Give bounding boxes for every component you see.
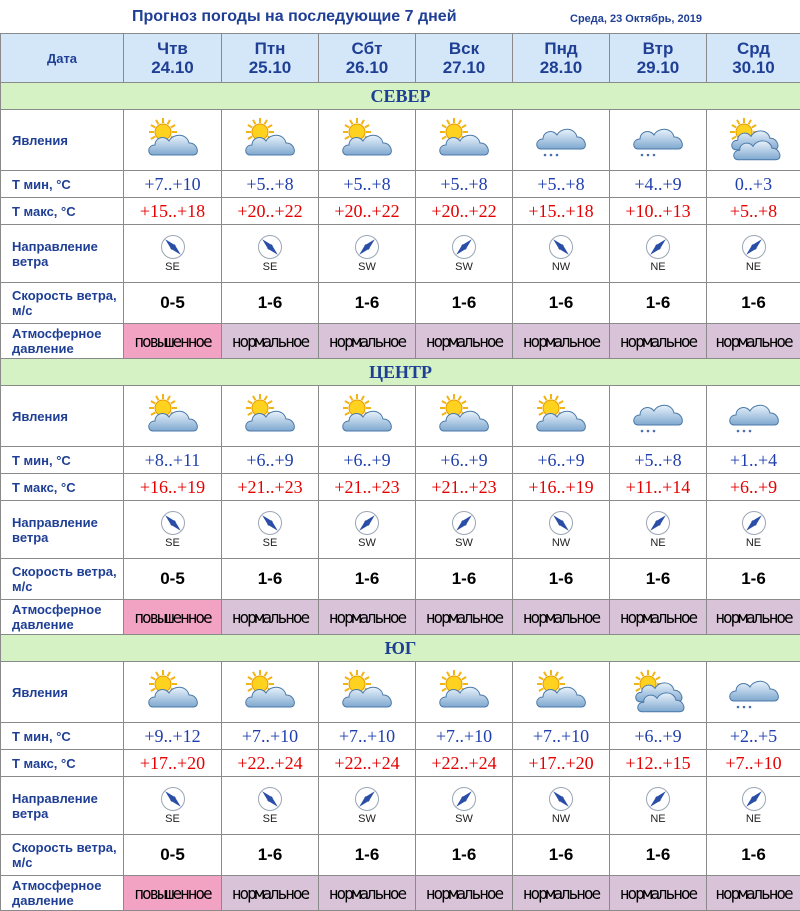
phenomena-cell (513, 110, 610, 171)
wind-direction-code: SE (222, 813, 318, 825)
tmin-cell: +4..+9 (610, 171, 707, 198)
header-row (1, 34, 800, 83)
cloud-snow-icon (628, 393, 688, 439)
tmin-cell: +7..+10 (416, 723, 513, 750)
sun-cloud-icon (434, 393, 494, 439)
wind-direction-cell (416, 225, 513, 283)
wind-speed-cell: 1-6 (513, 835, 610, 876)
wind-speed-cell: 1-6 (513, 283, 610, 324)
wind-direction-code: SE (124, 261, 221, 273)
wind-speed-cell: 1-6 (416, 835, 513, 876)
row-label: Скорость ветра, м/с (1, 559, 124, 600)
wind-direction-code: SE (222, 537, 318, 549)
phenomena-cell (513, 662, 610, 723)
phenomena-cell (319, 110, 416, 171)
tmin-cell: +5..+8 (416, 171, 513, 198)
wind-direction-cell (416, 501, 513, 559)
tmin-cell: +7..+10 (222, 723, 319, 750)
pressure-cell: нормальное (416, 324, 513, 359)
wind-direction-code: NE (707, 537, 800, 549)
tmax-row (1, 198, 800, 225)
cloud-snow-icon (724, 669, 784, 715)
tmin-cell: +7..+10 (124, 171, 222, 198)
tmax-cell: +17..+20 (513, 750, 610, 777)
tmax-cell: +11..+14 (610, 474, 707, 501)
sun-cloud-double-icon (628, 669, 688, 715)
wind-compass-icon (548, 510, 574, 536)
phenomena-cell (124, 386, 222, 447)
row-label: Т мин, °С (1, 447, 124, 474)
wind-direction-code: NE (610, 261, 706, 273)
tmin-cell: +5..+8 (610, 447, 707, 474)
wind-direction-cell (319, 777, 416, 835)
tmax-row (1, 474, 800, 501)
tmin-cell: +8..+11 (124, 447, 222, 474)
tmax-cell: +12..+15 (610, 750, 707, 777)
wind-direction-cell (707, 501, 800, 559)
tmin-row (1, 723, 800, 750)
wind-direction-code: SW (319, 537, 415, 549)
tmax-cell: +6..+9 (707, 474, 800, 501)
sun-cloud-double-icon (724, 117, 784, 163)
row-label: Т мин, °С (1, 171, 124, 198)
wind-compass-icon (451, 234, 477, 260)
day-header (319, 34, 416, 83)
wind-direction-cell (610, 777, 707, 835)
phenomena-cell (707, 662, 800, 723)
wind-direction-cell (124, 501, 222, 559)
pressure-cell: нормальное (222, 600, 319, 635)
tmax-cell: +20..+22 (222, 198, 319, 225)
wind-speed-cell: 1-6 (222, 283, 319, 324)
wind-direction-code: NW (513, 813, 609, 825)
phenomena-cell (222, 110, 319, 171)
phenomena-cell (610, 662, 707, 723)
pressure-cell: нормальное (610, 876, 707, 911)
region-name: ЦЕНТР (1, 359, 800, 386)
row-label: Направление ветра (1, 777, 124, 835)
wind-direction-cell (610, 501, 707, 559)
phenomena-cell (222, 662, 319, 723)
pressure-cell: нормальное (319, 876, 416, 911)
tmin-cell: +5..+8 (513, 171, 610, 198)
row-label: Скорость ветра, м/с (1, 283, 124, 324)
tmax-cell: +21..+23 (319, 474, 416, 501)
tmax-row (1, 750, 800, 777)
forecast-title-bar (0, 0, 800, 32)
tmax-cell: +20..+22 (416, 198, 513, 225)
sun-cloud-icon (434, 669, 494, 715)
day-date: 27.10 (416, 58, 512, 77)
tmax-cell: +22..+24 (222, 750, 319, 777)
wind-speed-cell: 1-6 (707, 283, 800, 324)
day-header (222, 34, 319, 83)
tmax-cell: +21..+23 (222, 474, 319, 501)
ph-row (1, 110, 800, 171)
phenomena-cell (610, 110, 707, 171)
pressure-cell: нормальное (513, 324, 610, 359)
wd-row (1, 501, 800, 559)
phenomena-cell (416, 110, 513, 171)
row-label: Т мин, °С (1, 723, 124, 750)
wind-direction-cell (513, 225, 610, 283)
tmax-cell: +5..+8 (707, 198, 800, 225)
pressure-cell: нормальное (416, 876, 513, 911)
wind-speed-cell: 0-5 (124, 835, 222, 876)
wind-speed-cell: 1-6 (222, 559, 319, 600)
wind-compass-icon (451, 786, 477, 812)
cloud-snow-icon (531, 117, 591, 163)
wind-direction-cell (610, 225, 707, 283)
ph-row (1, 386, 800, 447)
sun-cloud-icon (531, 393, 591, 439)
wind-speed-cell: 1-6 (319, 559, 416, 600)
forecast-table (0, 33, 800, 911)
ws-row (1, 283, 800, 324)
wind-compass-icon (354, 234, 380, 260)
wind-speed-cell: 1-6 (319, 283, 416, 324)
day-name: Втр (610, 39, 706, 58)
day-header (513, 34, 610, 83)
wind-speed-cell: 1-6 (416, 559, 513, 600)
cloud-snow-icon (628, 117, 688, 163)
row-label: Явления (1, 662, 124, 723)
tmax-cell: +20..+22 (319, 198, 416, 225)
day-date: 28.10 (513, 58, 609, 77)
tmin-cell: 0..+3 (707, 171, 800, 198)
phenomena-cell (707, 386, 800, 447)
day-name: Сбт (319, 39, 415, 58)
tmin-cell: +6..+9 (416, 447, 513, 474)
pressure-cell: нормальное (222, 324, 319, 359)
sun-cloud-icon (143, 117, 203, 163)
day-date: 24.10 (124, 58, 221, 77)
wind-compass-icon (257, 786, 283, 812)
wind-direction-cell (513, 501, 610, 559)
row-label: Т макс, °С (1, 198, 124, 225)
row-label: Атмосферное давление (1, 600, 124, 635)
wind-direction-code: NE (707, 261, 800, 273)
wind-direction-code: NW (513, 537, 609, 549)
wind-compass-icon (741, 510, 767, 536)
wind-compass-icon (548, 234, 574, 260)
sun-cloud-icon (434, 117, 494, 163)
day-date: 26.10 (319, 58, 415, 77)
wind-direction-cell (124, 225, 222, 283)
tmin-cell: +5..+8 (222, 171, 319, 198)
row-label: Атмосферное давление (1, 876, 124, 911)
pr-row (1, 876, 800, 911)
ph-row (1, 662, 800, 723)
pressure-cell: нормальное (319, 324, 416, 359)
ws-row (1, 559, 800, 600)
wind-direction-cell (222, 225, 319, 283)
row-label: Явления (1, 386, 124, 447)
sun-cloud-icon (143, 393, 203, 439)
wind-direction-cell (707, 777, 800, 835)
tmin-cell: +5..+8 (319, 171, 416, 198)
wind-compass-icon (160, 234, 186, 260)
header-label: Дата (1, 34, 124, 83)
current-date: Среда, 23 Октябрь, 2019 (570, 13, 702, 25)
sun-cloud-icon (240, 117, 300, 163)
wind-speed-cell: 1-6 (319, 835, 416, 876)
region-row (1, 359, 800, 386)
tmax-cell: +22..+24 (319, 750, 416, 777)
day-name: Пнд (513, 39, 609, 58)
pressure-cell: нормальное (222, 876, 319, 911)
row-label: Т макс, °С (1, 750, 124, 777)
wind-compass-icon (160, 510, 186, 536)
wind-direction-cell (513, 777, 610, 835)
wind-speed-cell: 1-6 (222, 835, 319, 876)
tmin-cell: +6..+9 (222, 447, 319, 474)
tmin-cell: +6..+9 (513, 447, 610, 474)
cloud-snow-icon (724, 393, 784, 439)
tmax-cell: +17..+20 (124, 750, 222, 777)
region-name: СЕВЕР (1, 83, 800, 110)
row-label: Скорость ветра, м/с (1, 835, 124, 876)
pressure-cell: нормальное (416, 600, 513, 635)
wind-speed-cell: 1-6 (610, 559, 707, 600)
phenomena-cell (416, 662, 513, 723)
wind-speed-cell: 1-6 (610, 283, 707, 324)
day-name: Птн (222, 39, 318, 58)
wind-direction-code: SE (222, 261, 318, 273)
wd-row (1, 777, 800, 835)
wind-speed-cell: 1-6 (707, 835, 800, 876)
row-label: Атмосферное давление (1, 324, 124, 359)
phenomena-cell (319, 386, 416, 447)
pressure-cell: нормальное (319, 600, 416, 635)
tmin-cell: +9..+12 (124, 723, 222, 750)
tmin-row (1, 171, 800, 198)
phenomena-cell (513, 386, 610, 447)
wind-direction-code: NE (707, 813, 800, 825)
tmin-cell: +1..+4 (707, 447, 800, 474)
day-header (707, 34, 800, 83)
tmax-cell: +16..+19 (124, 474, 222, 501)
wind-compass-icon (354, 510, 380, 536)
page-title: Прогноз погоды на последующие 7 дней (132, 8, 457, 26)
wind-direction-code: NE (610, 537, 706, 549)
tmax-cell: +22..+24 (416, 750, 513, 777)
phenomena-cell (319, 662, 416, 723)
day-name: Вск (416, 39, 512, 58)
phenomena-cell (707, 110, 800, 171)
wind-compass-icon (645, 234, 671, 260)
pressure-cell: повышенное (124, 600, 222, 635)
wind-compass-icon (645, 510, 671, 536)
tmin-cell: +7..+10 (513, 723, 610, 750)
wind-direction-cell (222, 777, 319, 835)
pressure-cell: повышенное (124, 876, 222, 911)
wind-direction-cell (124, 777, 222, 835)
sun-cloud-icon (337, 669, 397, 715)
wind-direction-code: SW (416, 537, 512, 549)
pressure-cell: нормальное (707, 324, 800, 359)
pressure-cell: нормальное (707, 876, 800, 911)
day-header (610, 34, 707, 83)
wind-compass-icon (548, 786, 574, 812)
wind-direction-code: NW (513, 261, 609, 273)
row-label: Явления (1, 110, 124, 171)
wind-direction-code: SW (416, 813, 512, 825)
sun-cloud-icon (143, 669, 203, 715)
wind-direction-cell (319, 501, 416, 559)
tmin-row (1, 447, 800, 474)
wind-compass-icon (451, 510, 477, 536)
wind-direction-cell (707, 225, 800, 283)
pr-row (1, 600, 800, 635)
tmax-cell: +15..+18 (124, 198, 222, 225)
day-date: 25.10 (222, 58, 318, 77)
tmax-cell: +16..+19 (513, 474, 610, 501)
tmax-cell: +10..+13 (610, 198, 707, 225)
wind-speed-cell: 0-5 (124, 559, 222, 600)
wind-direction-code: SE (124, 813, 221, 825)
wind-direction-cell (416, 777, 513, 835)
wind-speed-cell: 1-6 (416, 283, 513, 324)
row-label: Направление ветра (1, 501, 124, 559)
tmin-cell: +7..+10 (319, 723, 416, 750)
wind-compass-icon (645, 786, 671, 812)
phenomena-cell (124, 110, 222, 171)
tmax-cell: +15..+18 (513, 198, 610, 225)
wind-speed-cell: 1-6 (610, 835, 707, 876)
wd-row (1, 225, 800, 283)
wind-compass-icon (741, 234, 767, 260)
pressure-cell: нормальное (610, 324, 707, 359)
wind-compass-icon (257, 234, 283, 260)
tmin-cell: +2..+5 (707, 723, 800, 750)
phenomena-cell (416, 386, 513, 447)
sun-cloud-icon (337, 393, 397, 439)
day-name: Срд (707, 39, 800, 58)
wind-compass-icon (257, 510, 283, 536)
sun-cloud-icon (337, 117, 397, 163)
pressure-cell: нормальное (513, 876, 610, 911)
phenomena-cell (222, 386, 319, 447)
wind-compass-icon (160, 786, 186, 812)
tmin-cell: +6..+9 (319, 447, 416, 474)
day-header (124, 34, 222, 83)
tmax-cell: +7..+10 (707, 750, 800, 777)
wind-direction-code: SW (416, 261, 512, 273)
wind-direction-code: SW (319, 813, 415, 825)
row-label: Т макс, °С (1, 474, 124, 501)
sun-cloud-icon (240, 393, 300, 439)
wind-direction-code: NE (610, 813, 706, 825)
sun-cloud-icon (240, 669, 300, 715)
pressure-cell: нормальное (610, 600, 707, 635)
wind-direction-code: SW (319, 261, 415, 273)
ws-row (1, 835, 800, 876)
sun-cloud-icon (531, 669, 591, 715)
wind-speed-cell: 1-6 (707, 559, 800, 600)
row-label: Направление ветра (1, 225, 124, 283)
pressure-cell: нормальное (707, 600, 800, 635)
wind-direction-code: SE (124, 537, 221, 549)
phenomena-cell (124, 662, 222, 723)
day-date: 29.10 (610, 58, 706, 77)
pr-row (1, 324, 800, 359)
wind-speed-cell: 0-5 (124, 283, 222, 324)
tmax-cell: +21..+23 (416, 474, 513, 501)
pressure-cell: нормальное (513, 600, 610, 635)
day-date: 30.10 (707, 58, 800, 77)
wind-compass-icon (741, 786, 767, 812)
region-row (1, 83, 800, 110)
day-name: Чтв (124, 39, 221, 58)
region-name: ЮГ (1, 635, 800, 662)
wind-direction-cell (222, 501, 319, 559)
wind-compass-icon (354, 786, 380, 812)
wind-speed-cell: 1-6 (513, 559, 610, 600)
region-row (1, 635, 800, 662)
pressure-cell: повышенное (124, 324, 222, 359)
wind-direction-cell (319, 225, 416, 283)
tmin-cell: +6..+9 (610, 723, 707, 750)
phenomena-cell (610, 386, 707, 447)
day-header (416, 34, 513, 83)
